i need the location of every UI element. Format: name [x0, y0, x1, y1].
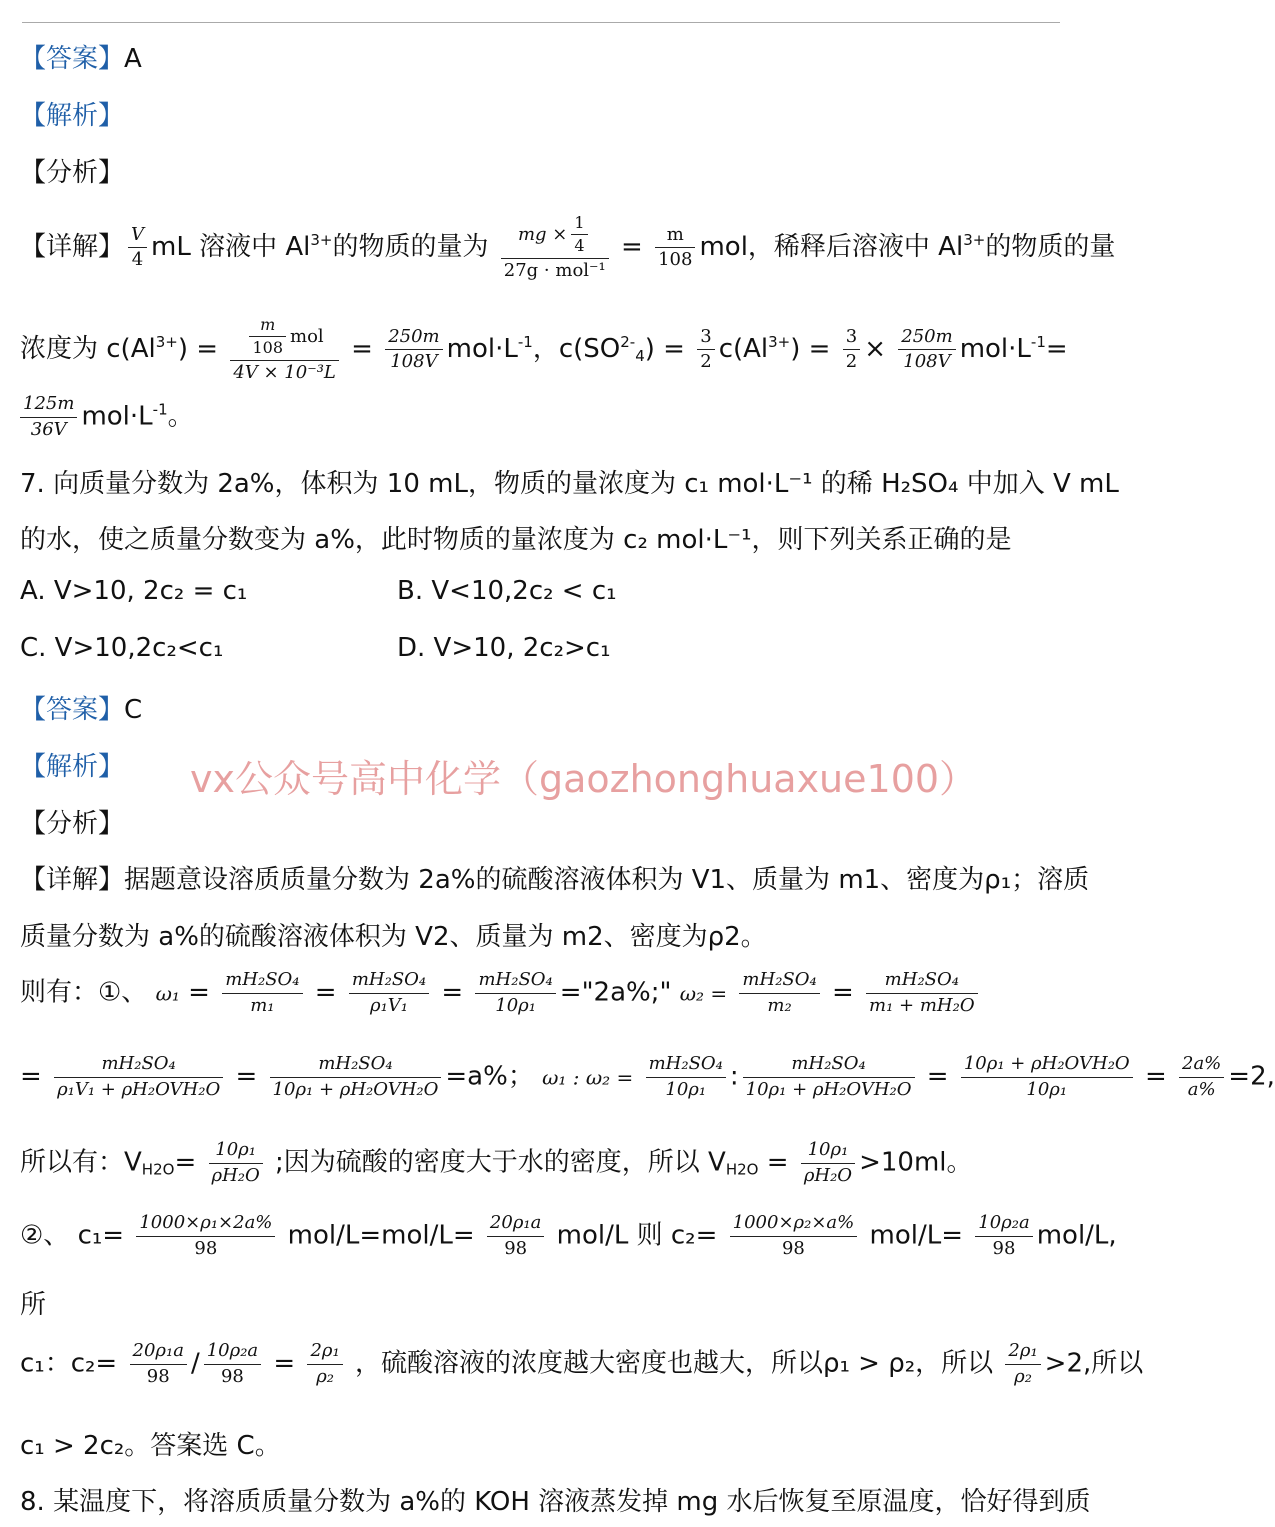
q7-vh2o-line: 所以有：$V_{H2O}=$ $\frac{\text{10ρ₁}}{\text{ρH₂O}}$ ;因为硫酸的密度大于水的密度，所以 $V_{H2O}$ = $\frac{\text{10ρ₁}}{\text{ρH₂O}}$ >10ml。	[20, 1139, 973, 1186]
q6-xiangjie-line2: 浓度为 $c(Al^{3+})$ = $\frac{m}{108}$ mol 4V × 10⁻³L = $\frac{250m}{108V}$ $mol\cdot L^{-1}$，$c(SO^{2-}_4)$ = $\frac{3}{2}$ $c(Al^{3+})$ = $\frac{3}{2}$ × $\frac{250m}{108V}$ $mol\cdot L^{-1}=$	[20, 315, 1068, 383]
q7-option-d[interactable]: D. V>10, 2c₂>c₁	[397, 633, 611, 663]
frac-3-over-2-b: $\frac{3}{2}$	[843, 327, 860, 373]
q7-stem-line2: 的水，使之质量分数变为 a%，此时物质的量浓度为 c₂ mol·L⁻¹，则下列关系正确的是	[20, 525, 1012, 555]
q7-formula-w1: 则有：①、 ω₁ = $\frac{\text{mH₂SO₄}}{\text{m₁}}$ = $\frac{\text{mH₂SO₄}}{\text{ρ₁V₁}}$ = $\frac{\text{mH₂SO₄}}{\text{10ρ₁}}$ ="2a%;" ω₂ = $\frac{\text{mH₂SO₄}}{\text{m₂}}$ = $\frac{\text{mH₂SO₄}}{\text{m₁ + mH₂O}}$	[20, 970, 1060, 1016]
xiangjie-label: 【详解】	[20, 232, 125, 263]
q7-ratio-line: c₁：c₂= $\frac{\text{20ρ₁a}}{98}$ / $\frac{\text{10ρ₂a}}{98}$ = $\frac{\text{2ρ₁}}{\text{ρ₂}}$ ，硫酸溶液的浓度越大密度也越大，所以ρ₁ > ρ₂，所以 $\frac{\text{2ρ₁}}{\text{ρ₂}}$ >2,所以	[20, 1340, 1144, 1387]
q6-jiexi-label: 【解析】	[20, 101, 125, 131]
q7-option-b[interactable]: B. V<10,2c₂ < c₁	[397, 576, 617, 606]
frac-al-moles: mg × $\frac{1}{4}$ 27g · mol⁻¹	[501, 214, 609, 281]
q7-conc-line: ②、 c₁= $\frac{\text{1000×ρ₁×2a\%}}{98}$ mol/L=mol/L= $\frac{\text{20ρ₁a}}{98}$ mol/L 则 c₂= $\frac{\text{1000×ρ₂×a\%}}{98}$ mol/L= $\frac{\text{10ρ₂a}}{98}$ mol/L,	[20, 1212, 1117, 1259]
frac-125m-36v: $\frac{125m}{36V}$	[20, 394, 77, 440]
frac-250m-108v-b: $\frac{250m}{108V}$	[898, 327, 955, 373]
q6-xiangjie-line3: $\frac{125m}{36V}$ $mol\cdot L^{-1}$。	[20, 394, 1060, 440]
frac-3-over-2: $\frac{3}{2}$	[697, 327, 714, 373]
frac-v-over-4: $\frac{V}{4}$	[128, 225, 147, 271]
answer-value: C	[124, 695, 143, 725]
watermark-text: vx公众号高中化学（gaozhonghuaxue100）	[190, 757, 978, 801]
q7-xiangjie-line2: 质量分数为 a%的硫酸溶液体积为 V2、质量为 m2、密度为ρ2。	[20, 922, 767, 952]
frac-m-over-108: $\frac{m}{108}$	[655, 225, 695, 271]
q7-stem-line1: 7. 向质量分数为 2a%，体积为 10 mL，物质的量浓度为 c₁ mol·L⁻¹ 的稀 H₂SO₄ 中加入 V mL	[20, 469, 1119, 499]
q8-stem-line1: 8. 某温度下，将溶质质量分数为 a%的 KOH 溶液蒸发掉 mg 水后恢复至原温度，恰好得到质	[20, 1487, 1091, 1517]
q6-fenxi-label: 【分析】	[20, 158, 125, 188]
q7-answer-line	[20, 689, 1060, 726]
frac-250m-108v: $\frac{250m}{108V}$	[385, 327, 442, 373]
q6-xiangjie-line1: 【详解】 $\frac{V}{4}$ mL 溶液中 $Al^{3+}$的物质的量为 mg × $\frac{1}{4}$ 27g · mol⁻¹ = $\frac{m}{108}$ mol，稀释后溶液中 $Al^{3+}$的物质的量	[20, 213, 1116, 281]
q7-option-a[interactable]: A. V>10, 2c₂ = c₁	[20, 576, 248, 606]
q7-formula-w2: = $\frac{\text{mH₂SO₄}}{\text{ρ₁V₁ + ρH₂OVH₂O}}$ = $\frac{\text{mH₂SO₄}}{\text{10ρ₁ + ρH₂OVH₂O}}$ =a%； ω₁ : ω₂ = $\frac{\text{mH₂SO₄}}{\text{10ρ₁}}$ : $\frac{\text{mH₂SO₄}}{\text{10ρ₁ + ρH₂OVH₂O}}$ = $\frac{\text{10ρ₁ + ρH₂OVH₂O}}{\text{10ρ₁}}$ = $\frac{2a\%}{a\%}$ =2,	[20, 1053, 1275, 1100]
q6-answer-line	[20, 38, 1060, 75]
frac-conc-al: $\frac{m}{108}$ mol 4V × 10⁻³L	[230, 316, 339, 383]
top-divider	[22, 22, 1060, 23]
xiangjie-label: 【详解】	[20, 865, 125, 895]
q7-xiangjie-line1: 【详解】据题意设溶质质量分数为 2a%的硫酸溶液体积为 V1、质量为 m1、密度为ρ₁；溶质	[20, 865, 1090, 895]
q7-fenxi-label: 【分析】	[20, 809, 125, 839]
q7-option-c[interactable]: C. V>10,2c₂<c₁	[20, 633, 224, 663]
answer-label: 【答案】	[20, 44, 125, 74]
q7-suo: 所	[20, 1290, 47, 1320]
answer-value: A	[124, 44, 142, 74]
q7-final: c₁ > 2c₂。答案选 C。	[20, 1431, 281, 1461]
answer-label: 【答案】	[20, 695, 125, 725]
q7-jiexi-label: 【解析】	[20, 752, 125, 782]
